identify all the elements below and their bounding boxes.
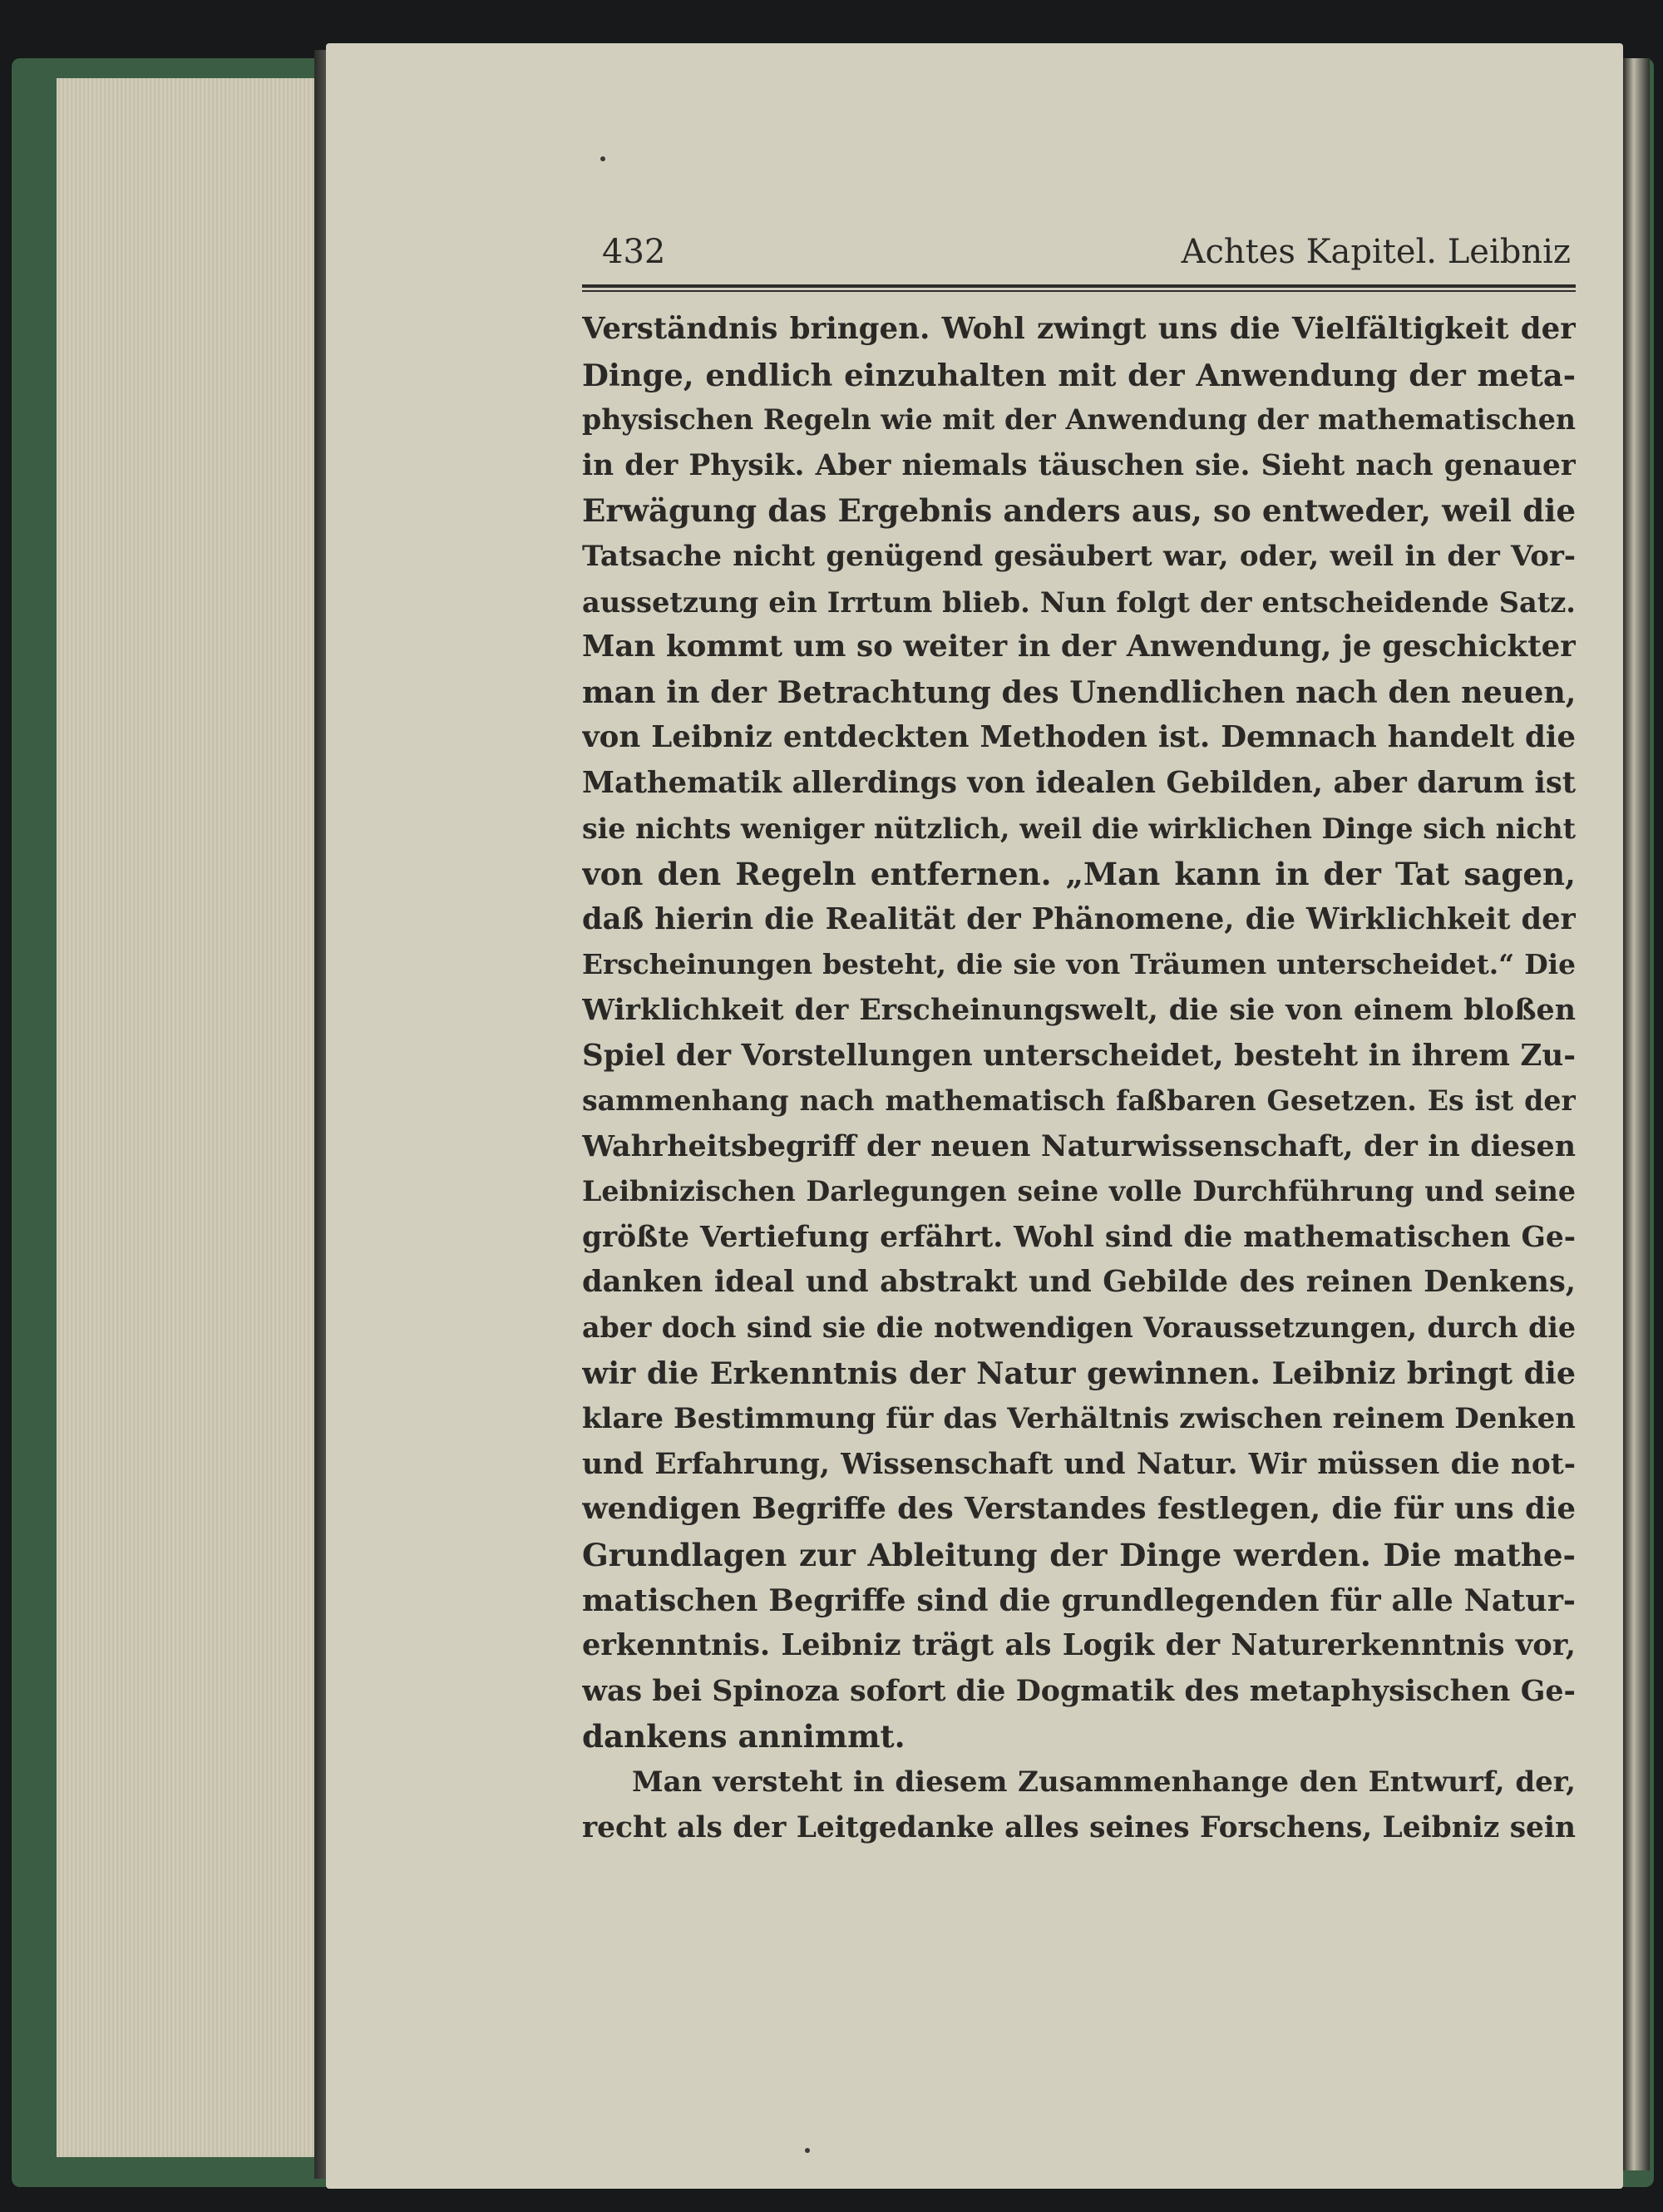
text-line: matischen Begriffe sind die grundlegenden für alle Natur- — [582, 1582, 1576, 1618]
text-line: klare Bestimmung für das Verhältnis zwischen reinem Denken — [582, 1402, 1576, 1436]
text-line: Verständnis bringen. Wohl zwingt uns die Vielfältigkeit der — [582, 312, 1576, 346]
text-line: Erwägung das Ergebnis anders aus, so entweder, weil die — [582, 492, 1576, 530]
text-line: aussetzung ein Irrtum blieb. Nun folgt der entscheidende Satz. — [582, 585, 1576, 619]
text-line: Erscheinungen besteht, die sie von Träumen unterscheidet.“ Die — [582, 948, 1576, 981]
text-line: in der Physik. Aber niemals täuschen sie. Sieht nach genauer — [582, 448, 1576, 482]
paragraph-start-line: Man versteht in diesem Zusammenhange den Entwurf, der, — [632, 1765, 1576, 1799]
header-rule — [582, 284, 1576, 292]
text-line: von den Regeln entfernen. „Man kann in der Tat sagen, — [582, 856, 1576, 893]
text-line: physischen Regeln wie mit der Anwendung der mathematischen — [582, 403, 1576, 437]
text-line: Man kommt um so weiter in der Anwendung, je geschickter — [582, 630, 1576, 664]
text-line: wir die Erkenntnis der Natur gewinnen. Leibniz bringt die — [582, 1355, 1576, 1391]
text-line: daß hierin die Realität der Phänomene, die Wirklichkeit der — [582, 901, 1576, 936]
text-line: Spiel der Vorstellungen unterscheidet, besteht in ihrem Zu- — [582, 1038, 1576, 1073]
text-line: Dinge, endlich einzuhalten mit der Anwendung der meta- — [582, 356, 1576, 393]
text-line: Grundlagen zur Ableitung der Dinge werden. Die mathe- — [582, 1537, 1576, 1574]
text-line: Wahrheitsbegriff der neuen Naturwissenschaft, der in diesen — [582, 1128, 1576, 1163]
text-line: erkenntnis. Leibniz trägt als Logik der Naturerkenntnis vor, — [582, 1628, 1576, 1663]
paragraph-end-line: dankens annimmt. — [582, 1718, 906, 1755]
page-content — [582, 233, 1576, 1850]
paper-speck — [600, 156, 605, 161]
body-text — [582, 307, 1576, 1850]
running-header — [582, 233, 1576, 276]
text-line: sie nichts weniger nützlich, weil die wirklichen Dinge sich nicht — [582, 812, 1576, 845]
text-line: man in der Betrachtung des Unendlichen nach den neuen, — [582, 674, 1576, 710]
running-title: Achtes Kapitel. Leibniz — [1181, 233, 1571, 271]
page-number: 432 — [602, 233, 666, 271]
right-page-edge — [1623, 58, 1650, 2170]
text-line: danken ideal und abstrakt und Gebilde des reinen Denkens, — [582, 1265, 1576, 1300]
text-line: aber doch sind sie die notwendigen Voraussetzungen, durch die — [582, 1311, 1576, 1345]
text-line: sammenhang nach mathematisch faßbaren Gesetzen. Es ist der — [582, 1084, 1576, 1118]
text-line: Leibnizischen Darlegungen seine volle Durchführung und seine — [582, 1175, 1576, 1208]
text-line: Tatsache nicht genügend gesäubert war, oder, weil in der Vor- — [582, 539, 1576, 573]
text-line: Mathematik allerdings von idealen Gebilden, aber darum ist — [582, 765, 1576, 800]
text-line: wendigen Begriffe des Verstandes festlegen, die für uns die — [582, 1492, 1576, 1527]
text-line: Wirklichkeit der Erscheinungswelt, die sie von einem bloßen — [582, 992, 1576, 1027]
page-block-edge — [57, 78, 331, 2157]
text-line: von Leibniz entdeckten Methoden ist. Demnach handelt die — [582, 720, 1576, 755]
paper-speck — [805, 2148, 810, 2153]
text-line: was bei Spinoza sofort die Dogmatik des metaphysischen Ge- — [582, 1673, 1576, 1708]
text-line: größte Vertiefung erfährt. Wohl sind die mathematischen Ge- — [582, 1220, 1576, 1254]
text-line: und Erfahrung, Wissenschaft und Natur. Wir müssen die not- — [582, 1447, 1576, 1481]
text-line: recht als der Leitgedanke alles seines Forschens, Leibniz sein — [582, 1810, 1576, 1844]
